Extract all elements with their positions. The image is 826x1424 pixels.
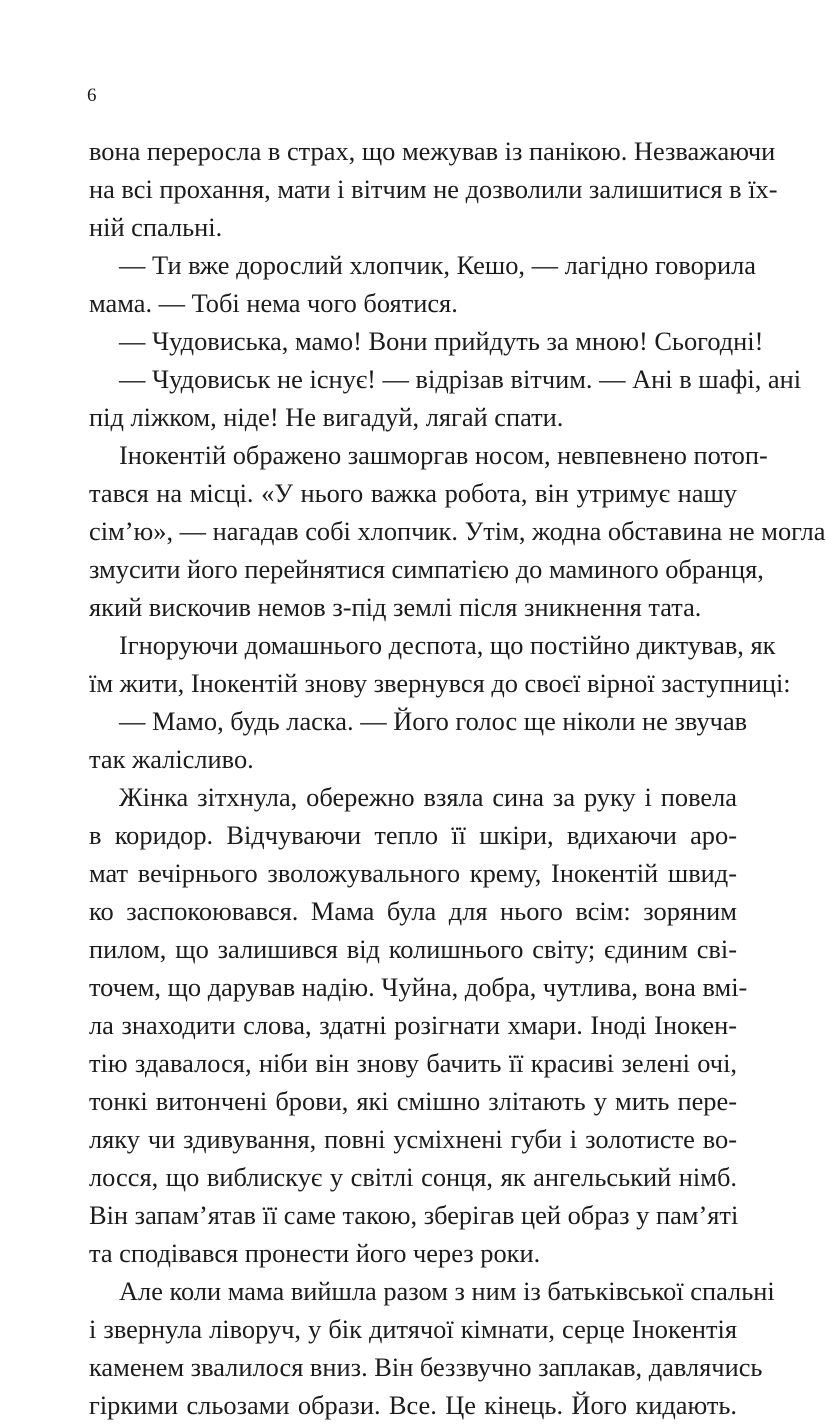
text-line: який вискочив немов з-під землі після зникнення тата. [89, 592, 702, 622]
text-line: каменем звалилося вниз. Він беззвучно заплакав, давлячись [89, 1352, 763, 1382]
text-line: під ліжком, ніде! Не вигадуй, лягай спати. [89, 402, 564, 432]
text-line: і звернула ліворуч, у бік дитячої кімнати, серце Інокентія [89, 1314, 737, 1344]
text-line: вона переросла в страх, що межував із панікою. Незважаючи [89, 136, 776, 166]
text-line: ній спальні. [89, 212, 223, 242]
text-line: — Ти вже дорослий хлопчик, Кешо, — лагідно говорила [119, 250, 756, 280]
text-line: Ігноруючи домашнього деспота, що постійно диктував, як [119, 630, 776, 660]
text-line: тався на місці. «У нього важка робота, він утримує нашу [89, 478, 737, 508]
text-line: тонкі витончені брови, які смішно злітають у мить пере- [89, 1086, 737, 1116]
text-line: сім’ю», — нагадав собі хлопчик. Утім, жодна обставина не могла [89, 516, 826, 546]
text-line: на всі прохання, мати і вітчим не дозволили залишитися в їх- [89, 174, 778, 204]
text-line: Жінка зітхнула, обережно взяла сина за руку і повела [119, 782, 737, 812]
text-line: ко заспокоювався. Мама була для нього всім: зоряним [89, 896, 737, 926]
text-line: змусити його перейнятися симпатією до маминого обранця, [89, 554, 764, 584]
text-line: мат вечірнього зволожувального крему, Інокентій швид- [89, 858, 737, 888]
text-line: тію здавалося, ніби він знову бачить її красиві зелені очі, [89, 1048, 737, 1078]
page-number: 6 [87, 85, 97, 106]
text-line: мама. — Тобі нема чого боятися. [89, 288, 458, 318]
text-line: ляку чи здивування, повні усміхнені губи і золотисте во- [89, 1124, 737, 1154]
text-line: — Мамо, будь ласка. — Його голос ще ніколи не звучав [119, 706, 748, 736]
text-line: в коридор. Відчуваючи тепло її шкіри, вдихаючи аро- [89, 820, 737, 850]
text-line: пилом, що залишився від колишнього світу; єдиним сві- [89, 934, 737, 964]
text-line: Він запам’ятав її саме такою, зберігав цей образ у пам’яті [89, 1200, 739, 1230]
text-line: Але коли мама вийшла разом з ним із батьківської спальні [119, 1276, 775, 1306]
text-line: їм жити, Інокентій знову звернувся до своєї вірної заступниці: [89, 668, 791, 698]
text-line: — Чудовиськ не існує! — відрізав вітчим. — Ані в шафі, ані [119, 364, 802, 394]
text-line: точем, що дарував надію. Чуйна, добра, чутлива, вона вмі- [89, 972, 748, 1002]
text-line: лосся, що виблискує у світлі сонця, як ангельський німб. [89, 1162, 737, 1192]
text-line: так жалісливо. [89, 744, 254, 774]
text-line: — Чудовиська, мамо! Вони прийдуть за мною! Сьогодні! [119, 326, 764, 356]
text-line: ла знаходити слова, здатні розігнати хмари. Іноді Інокен- [89, 1010, 737, 1040]
text-line: гіркими сльозами образи. Все. Це кінець. Його кидають. [89, 1390, 737, 1420]
body-text [89, 132, 826, 1424]
text-line: та сподівався пронести його через роки. [89, 1238, 541, 1268]
text-line: Інокентій ображено зашморгав носом, невпевнено потоп- [119, 440, 768, 470]
